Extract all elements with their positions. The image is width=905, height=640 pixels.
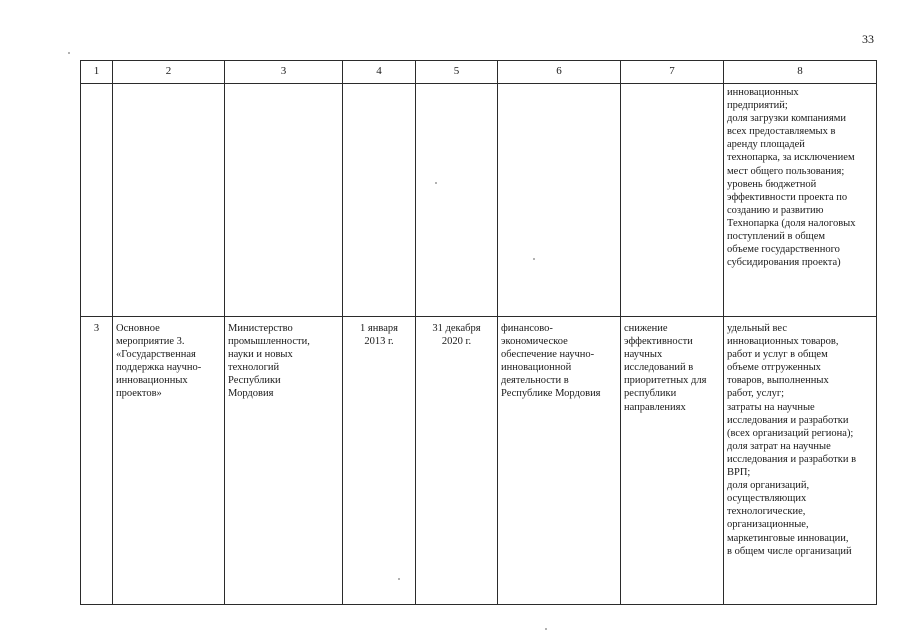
measure-name-cell: Основное мероприятие 3. «Государственная поддержка научно- инновационных проектов» <box>113 317 225 605</box>
indicators-text: удельный вес инновационных товаров, работ и услуг в общем объеме отгруженных товаров, выполненных работ, услуг; затраты на научные исследования и разработки (всех организаций региона); доля затрат на научные исследования и разработки в ВРП; доля организаций, осуществляющих технологические, организационные, маркетинговые инновации, в общем числе организаций <box>727 323 857 557</box>
table-cell <box>416 84 498 317</box>
table-cell <box>621 84 724 317</box>
indicators-text: инновационных предприятий; доля загрузки компаниями всех предоставляемых в аренду площадей технопарка, за исключением мест общего пользования; уровень бюджетной эффективности проекта по созданию и развитию Технопарка (доля налоговых поступлений в общем объеме государственного субсидирования проекта) <box>727 87 856 269</box>
column-header: 7 <box>621 61 724 84</box>
table-row <box>81 84 877 317</box>
column-number-header-row <box>81 61 877 84</box>
program-measures-table <box>80 60 877 605</box>
expected-result-cell: финансово- экономическое обеспечение научно- инновационной деятельности в Республике Мордовия <box>498 317 621 605</box>
table-cell <box>498 84 621 317</box>
indicators-cell <box>724 317 877 605</box>
column-header: 3 <box>225 61 343 84</box>
end-date-cell: 31 декабря 2020 г. <box>416 317 498 605</box>
scan-speck <box>545 628 547 630</box>
table-cell <box>81 84 113 317</box>
table-row <box>81 317 877 605</box>
scan-speck <box>68 52 70 54</box>
column-header: 6 <box>498 61 621 84</box>
row-number-cell: 3 <box>81 317 113 605</box>
table-cell <box>113 84 225 317</box>
start-date-cell: 1 января 2013 г. <box>343 317 416 605</box>
scan-speck <box>533 258 535 260</box>
table-cell <box>225 84 343 317</box>
scan-speck <box>435 182 437 184</box>
consequences-cell: снижение эффективности научных исследований в приоритетных для республики направлениях <box>621 317 724 605</box>
page-number: 33 <box>862 32 874 46</box>
column-header: 1 <box>81 61 113 84</box>
column-header: 2 <box>113 61 225 84</box>
column-header: 8 <box>724 61 877 84</box>
column-header: 4 <box>343 61 416 84</box>
executor-cell: Министерство промышленности, науки и новых технологий Республики Мордовия <box>225 317 343 605</box>
scan-speck <box>398 578 400 580</box>
table-cell <box>343 84 416 317</box>
column-header: 5 <box>416 61 498 84</box>
indicators-cell <box>724 84 877 317</box>
